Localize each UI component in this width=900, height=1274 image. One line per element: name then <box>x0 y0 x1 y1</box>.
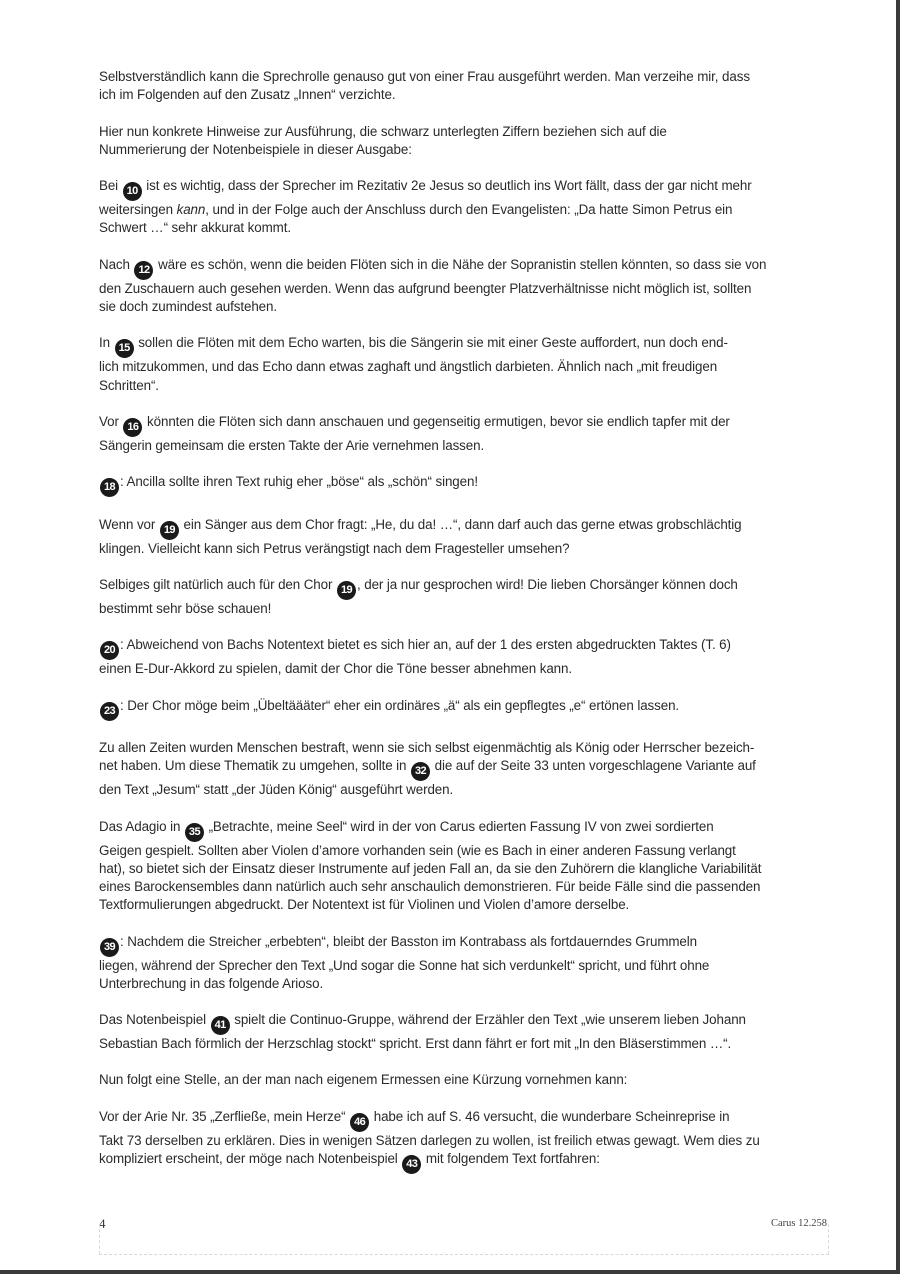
text-segment: Wenn vor <box>99 516 159 532</box>
emphasized-text: kann <box>176 202 206 218</box>
text-segment: „Betrachte, meine Seel“ wird in der von Carus edierten Fassung IV von zwei sordierten <box>204 818 714 834</box>
paragraph <box>99 739 829 799</box>
text-segment: Sängerin gemeinsam die ersten Takte der Arie vernehmen lassen. <box>99 437 485 453</box>
page-number: 4 <box>99 1216 106 1231</box>
example-number-badge: 41 <box>211 1016 230 1035</box>
paragraph <box>99 576 829 618</box>
text-line <box>99 377 829 395</box>
text-segment: Selbstverständlich kann die Sprechrolle genauso gut von einer Frau ausgeführt werden. Man verzeihe mir, dass <box>99 69 750 84</box>
paragraph <box>99 1011 829 1053</box>
text-line <box>99 177 829 201</box>
text-segment: sollen die Flöten mit dem Echo warten, bis die Sängerin sie mit einer Geste auffordert, nun doch end- <box>134 335 728 351</box>
text-line <box>99 1011 829 1035</box>
paragraph <box>99 123 829 159</box>
text-line <box>99 201 829 219</box>
text-line <box>99 280 829 298</box>
text-segment: Schritten“. <box>99 377 159 393</box>
example-number-badge: 16 <box>123 418 142 437</box>
text-segment: : Ancilla sollte ihren Text ruhig eher „böse“ als „schön“ singen! <box>120 474 478 490</box>
text-segment: den Zuschauern auch gesehen werden. Wenn das aufgrund beengter Platzverhältnisse nicht möglich ist, sollten <box>99 280 752 296</box>
text-segment: Vor <box>99 413 123 429</box>
example-number-badge: 15 <box>115 339 134 358</box>
text-line <box>99 516 829 540</box>
text-line <box>99 878 829 896</box>
text-segment: Selbiges gilt natürlich auch für den Chor <box>99 576 336 592</box>
text-segment: Das Adagio in <box>99 818 184 834</box>
text-segment: wäre es schön, wenn die beiden Flöten sich in die Nähe der Sopranistin stellen könnten, so dass sie von <box>154 256 767 272</box>
footer-rule-left <box>99 1224 100 1254</box>
paragraph <box>99 334 829 394</box>
paragraph <box>99 933 829 993</box>
text-segment: In <box>99 335 114 351</box>
text-segment: weitersingen <box>99 202 177 218</box>
text-segment: : Abweichend von Bachs Notentext bietet es sich hier an, auf der 1 des ersten abgedruckten Taktes (T. 6) <box>120 637 731 653</box>
text-line <box>99 660 829 678</box>
text-segment: liegen, während der Sprecher den Text „Und sogar die Sonne hat sich verdunkelt“ spricht, und führt ohne <box>99 957 710 973</box>
example-number-badge: 12 <box>134 261 153 280</box>
text-line <box>99 975 829 993</box>
text-segment: Nummerierung der Notenbeispiele in dieser Ausgabe: <box>99 141 412 157</box>
text-line <box>99 933 829 957</box>
text-segment: eines Barockensembles dann natürlich auch sehr anschaulich demonstrieren. Für beide Fälle sind die passenden <box>99 878 761 894</box>
text-segment: Vor der Arie Nr. 35 „Zerfließe, mein Herze“ <box>99 1108 350 1124</box>
text-segment: Zu allen Zeiten wurden Menschen bestraft, wenn sie sich selbst eigenmächtig als König oder Herrscher bezeich- <box>99 739 755 755</box>
text-line <box>99 757 829 781</box>
text-line <box>99 739 829 757</box>
text-segment: sie doch zumindest aufstehen. <box>99 298 277 314</box>
example-number-badge: 19 <box>337 581 356 600</box>
text-line <box>99 781 829 799</box>
example-number-badge: 32 <box>411 762 430 781</box>
text-segment: , und in der Folge auch der Anschluss durch den Evangelisten: „Da hatte Simon Petrus ein <box>205 202 733 218</box>
text-line <box>99 818 829 842</box>
text-line <box>99 576 829 600</box>
paragraph <box>99 473 829 497</box>
text-line <box>99 473 829 497</box>
example-number-badge: 19 <box>160 521 179 540</box>
text-segment: mit folgendem Text fortfahren: <box>422 1151 600 1167</box>
paragraph <box>99 1071 829 1089</box>
text-line <box>99 413 829 437</box>
text-segment: Takt 73 derselben zu erklären. Dies in wenigen Sätzen darlegen zu wollen, ist freilich etwas gewagt. Wem dies zu <box>99 1132 760 1148</box>
text-segment: könnten die Flöten sich dann anschauen und gegenseitig ermutigen, bevor sie endlich tapfer mit der <box>143 413 730 429</box>
example-number-badge: 23 <box>100 702 119 721</box>
text-line <box>99 123 829 141</box>
text-segment: ein Sänger aus dem Chor fragt: „He, du da! …“, dann darf auch das gerne etwas grobschlächtig <box>179 516 742 532</box>
text-line <box>99 86 829 104</box>
text-segment: die auf der Seite 33 unten vorgeschlagene Variante auf <box>431 758 756 774</box>
text-segment: Sebastian Bach förmlich der Herzschlag stockt“ spricht. Erst dann fährt er fort mit „In den Bläserstimmen …“. <box>99 1036 732 1052</box>
page-edge-bottom <box>0 1270 900 1274</box>
text-segment: : Nachdem die Streicher „erbebten“, bleibt der Basston im Kontrabass als fortdauerndes Grummeln <box>120 933 697 949</box>
text-segment: Nun folgt eine Stelle, an der man nach eigenem Ermessen eine Kürzung vornehmen kann: <box>99 1072 628 1088</box>
paragraph <box>99 636 829 678</box>
paragraph <box>99 516 829 558</box>
text-segment: Das Notenbeispiel <box>99 1012 210 1028</box>
text-segment: lich mitzukommen, und das Echo dann etwas zaghaft und ängstlich darbieten. Ähnlich nach „mit freudigen <box>99 359 718 375</box>
text-line <box>99 68 829 86</box>
text-line <box>99 697 829 721</box>
page-edge-right <box>896 0 900 1274</box>
text-line <box>99 219 829 237</box>
text-line <box>99 896 829 914</box>
text-line <box>99 437 829 455</box>
text-line <box>99 1108 829 1132</box>
text-segment: hat), so bietet sich der Einsatz dieser Instrumente auf jeden Fall an, da sie den Zuhörern die klangliche Variabilität <box>99 860 762 876</box>
text-line <box>99 141 829 159</box>
example-number-badge: 43 <box>402 1155 421 1174</box>
example-number-badge: 39 <box>100 938 119 957</box>
text-line <box>99 256 829 280</box>
text-segment: Bei <box>99 178 122 194</box>
text-segment: Geigen gespielt. Sollten aber Violen d’amore vorhanden sein (wie es Bach in einer anderen Fassung verlangt <box>99 842 736 858</box>
text-segment: , der ja nur gesprochen wird! Die lieben Chorsänger können doch <box>356 576 738 592</box>
text-line <box>99 358 829 376</box>
text-segment: : Der Chor möge beim „Übeltäääter“ eher ein ordinäres „ä“ als ein gepflegtes „e“ ertönen lassen. <box>120 697 680 713</box>
text-segment: spielt die Continuo-Gruppe, während der Erzähler den Text „wie unserem lieben Johann <box>230 1012 746 1028</box>
text-line <box>99 860 829 878</box>
example-number-badge: 35 <box>185 823 204 842</box>
example-number-badge: 20 <box>100 641 119 660</box>
text-segment: bestimmt sehr böse schauen! <box>99 600 272 616</box>
text-line <box>99 957 829 975</box>
document-body <box>99 68 829 1192</box>
paragraph <box>99 177 829 237</box>
text-line <box>99 1150 829 1174</box>
text-line <box>99 600 829 618</box>
text-segment: Schwert …“ sehr akkurat kommt. <box>99 220 291 236</box>
text-segment: Nach <box>99 256 134 272</box>
page-footer <box>99 1216 829 1255</box>
paragraph <box>99 256 829 316</box>
text-line <box>99 334 829 358</box>
text-segment: habe ich auf S. 46 versucht, die wunderbare Scheinreprise in <box>370 1108 730 1124</box>
paragraph <box>99 1108 829 1174</box>
text-segment: ich im Folgenden auf den Zusatz „Innen“ verzichte. <box>99 87 396 103</box>
text-segment: Textformulierungen abgedruckt. Der Notentext ist für Violinen und Violen d’amore derselbe. <box>99 897 630 913</box>
example-number-badge: 18 <box>100 478 119 497</box>
paragraph <box>99 818 829 915</box>
text-line <box>99 540 829 558</box>
text-segment: ist es wichtig, dass der Sprecher im Rezitativ 2e Jesus so deutlich ins Wort fällt, dass der gar nicht mehr <box>142 178 752 194</box>
example-number-badge: 46 <box>350 1113 369 1132</box>
paragraph <box>99 697 829 721</box>
text-line <box>99 1132 829 1150</box>
publisher-reference: Carus 12.258 <box>771 1218 827 1229</box>
text-segment: Unterbrechung in das folgende Arioso. <box>99 975 324 991</box>
paragraph <box>99 413 829 455</box>
paragraph <box>99 68 829 104</box>
text-segment: den Text „Jesum“ statt „der Jüden König“ ausgeführt werden. <box>99 782 454 798</box>
text-segment: einen E-Dur-Akkord zu spielen, damit der Chor die Töne besser abnehmen kann. <box>99 661 572 677</box>
example-number-badge: 10 <box>123 182 142 201</box>
text-line <box>99 842 829 860</box>
text-segment: klingen. Vielleicht kann sich Petrus verängstigt nach dem Fragesteller umsehen? <box>99 540 570 556</box>
text-line <box>99 1071 829 1089</box>
text-line <box>99 298 829 316</box>
text-line <box>99 1035 829 1053</box>
text-segment: kompliziert erscheint, der möge nach Notenbeispiel <box>99 1151 402 1167</box>
footer-rule-right <box>828 1224 829 1254</box>
text-line <box>99 636 829 660</box>
text-segment: Hier nun konkrete Hinweise zur Ausführung, die schwarz unterlegten Ziffern beziehen sich auf die <box>99 123 667 139</box>
text-segment: net haben. Um diese Thematik zu umgehen, sollte in <box>99 758 410 774</box>
